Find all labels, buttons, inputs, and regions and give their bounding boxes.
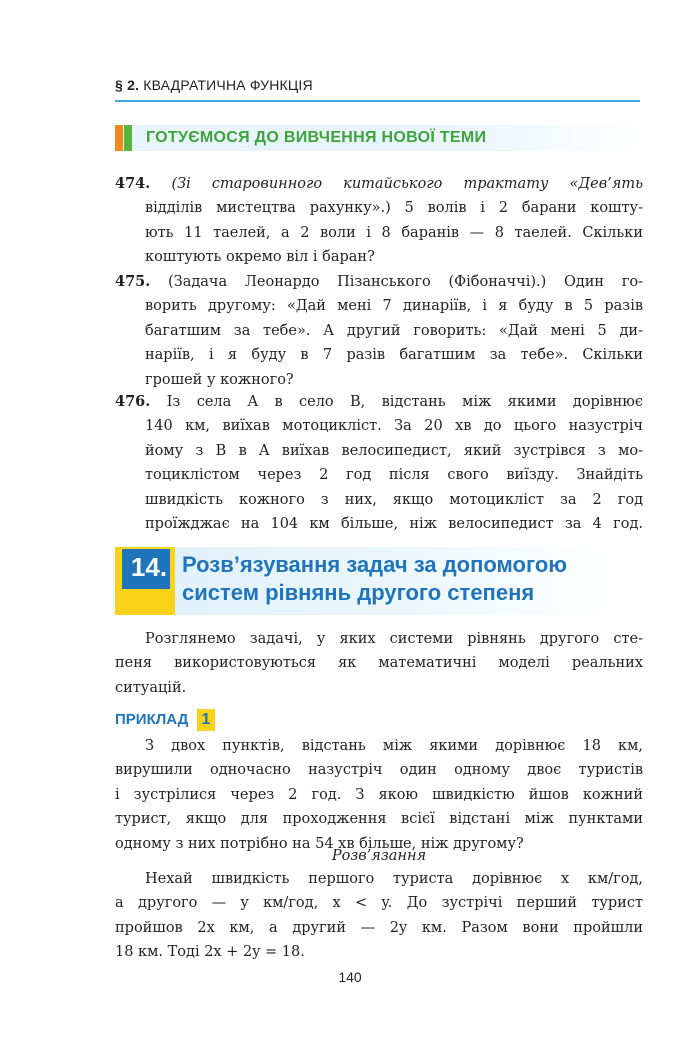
solution-line: пройшов 2x км, а другий — 2y км. Разом вони пройшли bbox=[115, 919, 643, 936]
intro-line: Розглянемо задачі, у яких системи рівнянь другого сте- bbox=[145, 631, 643, 647]
problem-number: 476. bbox=[115, 393, 151, 410]
problem-line: наріїв, і я буду в 7 разів багатшим за тебе». Скільки bbox=[145, 347, 643, 364]
example-line: одному з них потрібно на 54 хв більше, ніж другому? bbox=[115, 835, 524, 852]
problem-line: йому з B в A виїхав велосипедист, який зустрівся з мо- bbox=[145, 442, 643, 459]
solution-line: Нехай швидкість першого туриста дорівнює x км/год, bbox=[145, 871, 643, 887]
example-line: З двох пунктів, відстань між якими дорівнює 18 км, bbox=[145, 738, 643, 754]
problem-line: (Зі старовинного китайського трактату «Дев’ять bbox=[171, 176, 644, 192]
solution-line: а другого — y км/год, x < y. До зустрічі перший турист bbox=[115, 895, 643, 912]
section-title bbox=[182, 551, 567, 607]
example-line: і зустрілися через 2 год. З якою швидкістю йшов кожний bbox=[115, 786, 643, 803]
solution-line: 18 км. Тоді 2x + 2y = 18. bbox=[115, 944, 305, 961]
section-title-line: систем рівнянь другого степеня bbox=[182, 580, 535, 605]
intro-paragraph bbox=[115, 627, 643, 700]
problem-476 bbox=[115, 390, 643, 536]
problem-number: 474. bbox=[115, 175, 151, 192]
section-ref: § 2. bbox=[115, 77, 140, 93]
solution-text bbox=[115, 867, 643, 965]
example-label: ПРИКЛАД bbox=[115, 711, 189, 728]
problem-line: швидкість кожного з них, якщо мотоцикліст за 2 год bbox=[145, 491, 643, 508]
section-number: 14. bbox=[130, 552, 168, 582]
solution-heading: Розв’язання bbox=[331, 848, 427, 864]
header-rule bbox=[115, 100, 640, 102]
page-number: 140 bbox=[338, 969, 362, 985]
problem-474 bbox=[115, 172, 643, 270]
example-statement bbox=[115, 734, 643, 856]
section-title-line: Розв’язування задач за допомогою bbox=[182, 552, 568, 577]
problem-line: тоциклістом через 2 год після свого виїзду. Знайдіть bbox=[145, 467, 643, 484]
problem-line: коштують окремо віл і баран? bbox=[145, 249, 375, 266]
problem-line: 140 км, виїхав мотоцикліст. За 20 хв до цього назустріч bbox=[145, 418, 643, 435]
prep-orange-marker bbox=[115, 125, 123, 151]
prep-green-marker bbox=[124, 125, 132, 151]
problem-line: проїжджає на 104 км більше, ніж велосипедист за 4 год. bbox=[145, 516, 643, 533]
running-head bbox=[115, 77, 313, 93]
example-line: вирушили одночасно назустріч один одному двоє туристів bbox=[115, 762, 643, 779]
example-number: 1 bbox=[197, 709, 215, 731]
problem-line: Із села A в село B, відстань між якими дорівнює bbox=[166, 394, 644, 410]
problem-line: грошей у кожного? bbox=[145, 371, 294, 388]
problem-number: 475. bbox=[115, 273, 151, 290]
problem-line: ворить другому: «Дай мені 7 динаріїв, і я буду в 5 разів bbox=[145, 298, 643, 315]
problem-line: ють 11 таелей, а 2 воли і 8 баранів — 8 таелей. Скільки bbox=[145, 224, 643, 241]
intro-line: пеня використовуються як математичні моделі реальних bbox=[115, 655, 643, 672]
problem-line: відділів мистецтва рахунку».) 5 волів і 2 барани кошту- bbox=[145, 200, 643, 217]
prep-title: ГОТУЄМОСЯ ДО ВИВЧЕННЯ НОВОЇ ТЕМИ bbox=[146, 129, 487, 146]
problem-line: (Задача Леонардо Пізанського (Фібоначчі).) Один го- bbox=[168, 274, 643, 290]
chapter-title: КВАДРАТИЧНА ФУНКЦІЯ bbox=[143, 77, 313, 93]
problem-line: багатшим за тебе». А другий говорить: «Дай мені 5 ди- bbox=[145, 322, 643, 339]
example-line: турист, якщо для проходження всієї відстані між пунктами bbox=[115, 811, 643, 828]
problem-475 bbox=[115, 270, 643, 392]
intro-line: ситуацій. bbox=[115, 679, 187, 696]
